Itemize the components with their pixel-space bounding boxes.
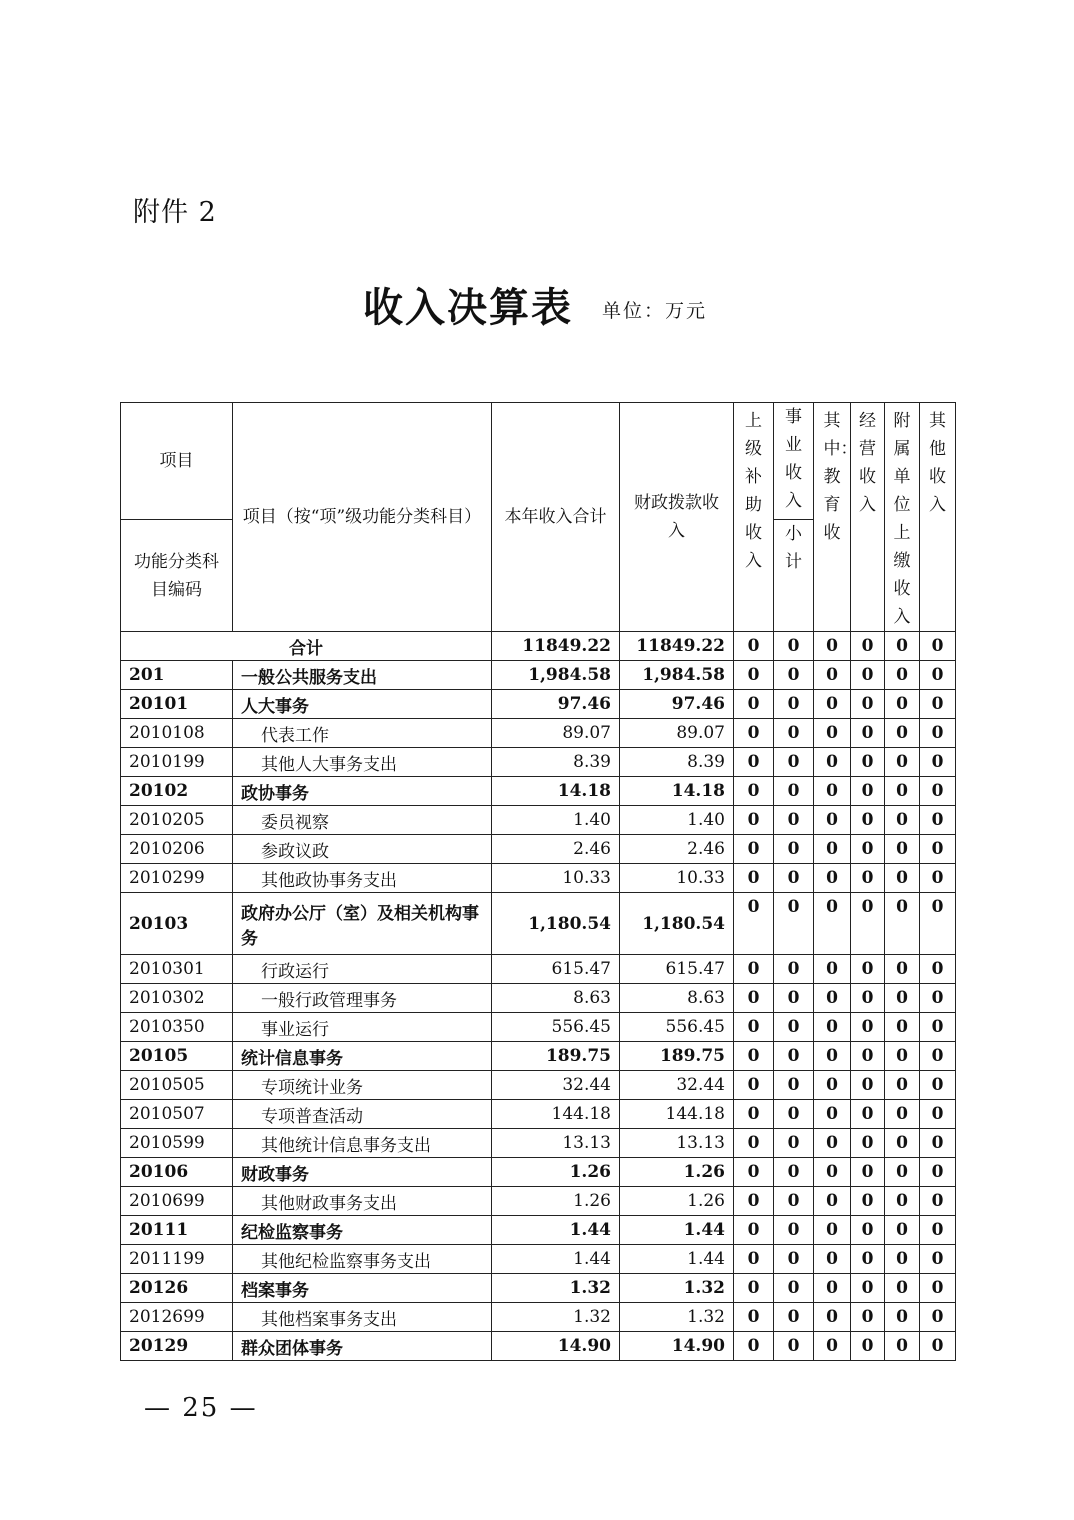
total-cell: 8.63 <box>492 984 620 1013</box>
affiliate-cell: 0 <box>885 1100 920 1129</box>
of-which-cell: 0 <box>814 1158 851 1187</box>
operating-cell: 0 <box>851 690 885 719</box>
name-cell: 其他纪检监察事务支出 <box>233 1245 492 1274</box>
affiliate-cell: 0 <box>885 1332 920 1361</box>
total-other: 0 <box>920 632 956 661</box>
name-cell: 群众团体事务 <box>233 1332 492 1361</box>
business-cell: 0 <box>774 893 814 955</box>
code-cell: 2011199 <box>121 1245 233 1274</box>
operating-cell: 0 <box>851 1274 885 1303</box>
other-cell: 0 <box>920 1274 956 1303</box>
code-cell: 20105 <box>121 1042 233 1071</box>
other-cell: 0 <box>920 1071 956 1100</box>
table-row <box>121 984 956 1013</box>
table-body <box>121 632 956 1361</box>
superior-cell: 0 <box>734 864 774 893</box>
of-which-cell: 0 <box>814 1187 851 1216</box>
affiliate-cell: 0 <box>885 893 920 955</box>
business-cell: 0 <box>774 1245 814 1274</box>
total-cell: 144.18 <box>492 1100 620 1129</box>
table-row <box>121 1100 956 1129</box>
superior-cell: 0 <box>734 806 774 835</box>
superior-cell: 0 <box>734 893 774 955</box>
superior-cell: 0 <box>734 1274 774 1303</box>
total-of-which: 0 <box>814 632 851 661</box>
of-which-cell: 0 <box>814 661 851 690</box>
superior-cell: 0 <box>734 1187 774 1216</box>
total-business: 0 <box>774 632 814 661</box>
affiliate-cell: 0 <box>885 864 920 893</box>
header-business: 事业收入 <box>774 403 814 520</box>
total-cell: 14.18 <box>492 777 620 806</box>
code-cell: 20129 <box>121 1332 233 1361</box>
business-cell: 0 <box>774 1332 814 1361</box>
name-cell: 一般行政管理事务 <box>233 984 492 1013</box>
affiliate-cell: 0 <box>885 1013 920 1042</box>
affiliate-cell: 0 <box>885 777 920 806</box>
superior-cell: 0 <box>734 1216 774 1245</box>
of-which-cell: 0 <box>814 893 851 955</box>
name-cell: 专项统计业务 <box>233 1071 492 1100</box>
other-cell: 0 <box>920 955 956 984</box>
table-header <box>121 403 956 632</box>
of-which-cell: 0 <box>814 806 851 835</box>
affiliate-cell: 0 <box>885 1158 920 1187</box>
total-cell: 1.32 <box>492 1274 620 1303</box>
total-cell: 89.07 <box>492 719 620 748</box>
other-cell: 0 <box>920 835 956 864</box>
total-cell: 189.75 <box>492 1042 620 1071</box>
name-cell: 其他档案事务支出 <box>233 1303 492 1332</box>
header-affiliate: 附属单位上缴收入 <box>885 403 920 632</box>
superior-cell: 0 <box>734 1129 774 1158</box>
other-cell: 0 <box>920 1042 956 1071</box>
of-which-cell: 0 <box>814 1071 851 1100</box>
name-cell: 人大事务 <box>233 690 492 719</box>
business-cell: 0 <box>774 1274 814 1303</box>
name-cell: 政府办公厅（室）及相关机构事务 <box>233 893 492 955</box>
operating-cell: 0 <box>851 719 885 748</box>
header-fiscal: 财政拨款收入 <box>620 403 734 632</box>
business-cell: 0 <box>774 748 814 777</box>
fiscal-cell: 1.32 <box>620 1274 734 1303</box>
page-number: — 25 — <box>144 1393 258 1423</box>
code-cell: 20102 <box>121 777 233 806</box>
table-row <box>121 1274 956 1303</box>
of-which-cell: 0 <box>814 1274 851 1303</box>
other-cell: 0 <box>920 893 956 955</box>
other-cell: 0 <box>920 1332 956 1361</box>
affiliate-cell: 0 <box>885 835 920 864</box>
name-cell: 其他政协事务支出 <box>233 864 492 893</box>
fiscal-cell: 144.18 <box>620 1100 734 1129</box>
affiliate-cell: 0 <box>885 1042 920 1071</box>
header-total: 本年收入合计 <box>492 403 620 632</box>
code-cell: 2010199 <box>121 748 233 777</box>
business-cell: 0 <box>774 1187 814 1216</box>
operating-cell: 0 <box>851 1071 885 1100</box>
of-which-cell: 0 <box>814 1245 851 1274</box>
total-cell: 1.26 <box>492 1158 620 1187</box>
other-cell: 0 <box>920 1013 956 1042</box>
of-which-cell: 0 <box>814 955 851 984</box>
operating-cell: 0 <box>851 955 885 984</box>
header-code: 功能分类科目编码 <box>121 520 233 632</box>
name-cell: 参政议政 <box>233 835 492 864</box>
fiscal-cell: 14.90 <box>620 1332 734 1361</box>
page-title: 收入决算表 <box>363 284 573 331</box>
header-superior: 上级补助收入 <box>734 403 774 632</box>
name-cell: 其他统计信息事务支出 <box>233 1129 492 1158</box>
of-which-cell: 0 <box>814 1013 851 1042</box>
table-row <box>121 1042 956 1071</box>
fiscal-cell: 1.44 <box>620 1245 734 1274</box>
of-which-cell: 0 <box>814 835 851 864</box>
business-cell: 0 <box>774 984 814 1013</box>
business-cell: 0 <box>774 661 814 690</box>
operating-cell: 0 <box>851 1245 885 1274</box>
table-row <box>121 777 956 806</box>
other-cell: 0 <box>920 719 956 748</box>
total-cell: 13.13 <box>492 1129 620 1158</box>
fiscal-cell: 1.40 <box>620 806 734 835</box>
affiliate-cell: 0 <box>885 955 920 984</box>
affiliate-cell: 0 <box>885 1216 920 1245</box>
superior-cell: 0 <box>734 835 774 864</box>
other-cell: 0 <box>920 777 956 806</box>
code-cell: 20126 <box>121 1274 233 1303</box>
operating-cell: 0 <box>851 1042 885 1071</box>
table-row <box>121 748 956 777</box>
other-cell: 0 <box>920 661 956 690</box>
superior-cell: 0 <box>734 1245 774 1274</box>
business-cell: 0 <box>774 1303 814 1332</box>
fiscal-cell: 189.75 <box>620 1042 734 1071</box>
income-table <box>120 402 956 1361</box>
code-cell: 2010302 <box>121 984 233 1013</box>
code-cell: 2010505 <box>121 1071 233 1100</box>
title-row <box>0 276 1074 336</box>
total-cell: 556.45 <box>492 1013 620 1042</box>
business-cell: 0 <box>774 1216 814 1245</box>
superior-cell: 0 <box>734 1303 774 1332</box>
superior-cell: 0 <box>734 1042 774 1071</box>
code-cell: 2010205 <box>121 806 233 835</box>
other-cell: 0 <box>920 690 956 719</box>
fiscal-cell: 1.26 <box>620 1187 734 1216</box>
of-which-cell: 0 <box>814 1303 851 1332</box>
fiscal-cell: 10.33 <box>620 864 734 893</box>
operating-cell: 0 <box>851 1129 885 1158</box>
superior-cell: 0 <box>734 984 774 1013</box>
superior-cell: 0 <box>734 777 774 806</box>
of-which-cell: 0 <box>814 690 851 719</box>
affiliate-cell: 0 <box>885 1129 920 1158</box>
operating-cell: 0 <box>851 1187 885 1216</box>
name-cell: 委员视察 <box>233 806 492 835</box>
header-of-which: 其中：教育收 <box>814 403 851 632</box>
total-superior: 0 <box>734 632 774 661</box>
code-cell: 2010299 <box>121 864 233 893</box>
operating-cell: 0 <box>851 1332 885 1361</box>
of-which-cell: 0 <box>814 719 851 748</box>
operating-cell: 0 <box>851 864 885 893</box>
header-business-subtotal: 小计 <box>774 520 814 632</box>
other-cell: 0 <box>920 806 956 835</box>
name-cell: 纪检监察事务 <box>233 1216 492 1245</box>
fiscal-cell: 1,984.58 <box>620 661 734 690</box>
other-cell: 0 <box>920 1100 956 1129</box>
code-cell: 2010108 <box>121 719 233 748</box>
business-cell: 0 <box>774 1158 814 1187</box>
operating-cell: 0 <box>851 1013 885 1042</box>
of-which-cell: 0 <box>814 1216 851 1245</box>
affiliate-cell: 0 <box>885 748 920 777</box>
superior-cell: 0 <box>734 661 774 690</box>
table-row <box>121 1013 956 1042</box>
fiscal-cell: 2.46 <box>620 835 734 864</box>
code-cell: 20101 <box>121 690 233 719</box>
total-cell: 97.46 <box>492 690 620 719</box>
superior-cell: 0 <box>734 690 774 719</box>
code-cell: 20111 <box>121 1216 233 1245</box>
name-cell: 一般公共服务支出 <box>233 661 492 690</box>
affiliate-cell: 0 <box>885 1274 920 1303</box>
name-cell: 其他财政事务支出 <box>233 1187 492 1216</box>
fiscal-cell: 1.26 <box>620 1158 734 1187</box>
name-cell: 政协事务 <box>233 777 492 806</box>
operating-cell: 0 <box>851 748 885 777</box>
table-row <box>121 835 956 864</box>
name-cell: 其他人大事务支出 <box>233 748 492 777</box>
table-row <box>121 1129 956 1158</box>
other-cell: 0 <box>920 1216 956 1245</box>
business-cell: 0 <box>774 1100 814 1129</box>
affiliate-cell: 0 <box>885 1187 920 1216</box>
other-cell: 0 <box>920 748 956 777</box>
fiscal-cell: 13.13 <box>620 1129 734 1158</box>
code-cell: 2012699 <box>121 1303 233 1332</box>
table-row <box>121 661 956 690</box>
of-which-cell: 0 <box>814 1100 851 1129</box>
total-cell: 1.26 <box>492 1187 620 1216</box>
code-cell: 2010350 <box>121 1013 233 1042</box>
total-cell: 1,984.58 <box>492 661 620 690</box>
affiliate-cell: 0 <box>885 1245 920 1274</box>
table-row <box>121 893 956 955</box>
total-cell: 1.44 <box>492 1245 620 1274</box>
fiscal-cell: 8.63 <box>620 984 734 1013</box>
superior-cell: 0 <box>734 1158 774 1187</box>
total-row <box>121 632 956 661</box>
name-cell: 代表工作 <box>233 719 492 748</box>
business-cell: 0 <box>774 955 814 984</box>
unit-label: 单位：万元 <box>602 300 708 322</box>
business-cell: 0 <box>774 806 814 835</box>
total-cell: 615.47 <box>492 955 620 984</box>
business-cell: 0 <box>774 1042 814 1071</box>
operating-cell: 0 <box>851 1216 885 1245</box>
affiliate-cell: 0 <box>885 719 920 748</box>
name-cell: 档案事务 <box>233 1274 492 1303</box>
name-cell: 统计信息事务 <box>233 1042 492 1071</box>
superior-cell: 0 <box>734 719 774 748</box>
total-label: 合计 <box>121 632 492 661</box>
table-row <box>121 1158 956 1187</box>
name-cell: 财政事务 <box>233 1158 492 1187</box>
table-row <box>121 1071 956 1100</box>
code-cell: 20103 <box>121 893 233 955</box>
table-row <box>121 719 956 748</box>
business-cell: 0 <box>774 690 814 719</box>
superior-cell: 0 <box>734 1013 774 1042</box>
total-operating: 0 <box>851 632 885 661</box>
business-cell: 0 <box>774 1071 814 1100</box>
of-which-cell: 0 <box>814 748 851 777</box>
total-fiscal: 11849.22 <box>620 632 734 661</box>
business-cell: 0 <box>774 864 814 893</box>
total-cell: 1,180.54 <box>492 893 620 955</box>
other-cell: 0 <box>920 864 956 893</box>
of-which-cell: 0 <box>814 864 851 893</box>
business-cell: 0 <box>774 1013 814 1042</box>
code-cell: 2010599 <box>121 1129 233 1158</box>
other-cell: 0 <box>920 1129 956 1158</box>
of-which-cell: 0 <box>814 1332 851 1361</box>
code-cell: 2010507 <box>121 1100 233 1129</box>
table-row <box>121 864 956 893</box>
superior-cell: 0 <box>734 1071 774 1100</box>
total-cell: 2.46 <box>492 835 620 864</box>
other-cell: 0 <box>920 984 956 1013</box>
operating-cell: 0 <box>851 806 885 835</box>
fiscal-cell: 556.45 <box>620 1013 734 1042</box>
superior-cell: 0 <box>734 748 774 777</box>
affiliate-cell: 0 <box>885 1071 920 1100</box>
operating-cell: 0 <box>851 1100 885 1129</box>
of-which-cell: 0 <box>814 1042 851 1071</box>
code-cell: 2010206 <box>121 835 233 864</box>
header-other: 其他收入 <box>920 403 956 632</box>
table-row <box>121 1332 956 1361</box>
total-amount: 11849.22 <box>492 632 620 661</box>
operating-cell: 0 <box>851 984 885 1013</box>
affiliate-cell: 0 <box>885 984 920 1013</box>
table-row <box>121 1245 956 1274</box>
table-row <box>121 1303 956 1332</box>
table-row <box>121 955 956 984</box>
fiscal-cell: 615.47 <box>620 955 734 984</box>
table-row <box>121 690 956 719</box>
affiliate-cell: 0 <box>885 690 920 719</box>
fiscal-cell: 32.44 <box>620 1071 734 1100</box>
superior-cell: 0 <box>734 1332 774 1361</box>
table-row <box>121 1187 956 1216</box>
fiscal-cell: 14.18 <box>620 777 734 806</box>
business-cell: 0 <box>774 777 814 806</box>
other-cell: 0 <box>920 1303 956 1332</box>
total-cell: 32.44 <box>492 1071 620 1100</box>
total-cell: 10.33 <box>492 864 620 893</box>
code-cell: 2010301 <box>121 955 233 984</box>
superior-cell: 0 <box>734 955 774 984</box>
operating-cell: 0 <box>851 661 885 690</box>
of-which-cell: 0 <box>814 1129 851 1158</box>
code-cell: 20106 <box>121 1158 233 1187</box>
other-cell: 0 <box>920 1245 956 1274</box>
operating-cell: 0 <box>851 893 885 955</box>
fiscal-cell: 89.07 <box>620 719 734 748</box>
name-cell: 行政运行 <box>233 955 492 984</box>
superior-cell: 0 <box>734 1100 774 1129</box>
of-which-cell: 0 <box>814 984 851 1013</box>
fiscal-cell: 97.46 <box>620 690 734 719</box>
fiscal-cell: 1.32 <box>620 1303 734 1332</box>
name-cell: 事业运行 <box>233 1013 492 1042</box>
of-which-cell: 0 <box>814 777 851 806</box>
code-cell: 2010699 <box>121 1187 233 1216</box>
attachment-label: 附件 2 <box>133 197 217 228</box>
table-row <box>121 806 956 835</box>
header-operating: 经营收入 <box>851 403 885 632</box>
total-cell: 8.39 <box>492 748 620 777</box>
other-cell: 0 <box>920 1187 956 1216</box>
total-cell: 1.44 <box>492 1216 620 1245</box>
total-cell: 14.90 <box>492 1332 620 1361</box>
fiscal-cell: 1,180.54 <box>620 893 734 955</box>
fiscal-cell: 1.44 <box>620 1216 734 1245</box>
fiscal-cell: 8.39 <box>620 748 734 777</box>
operating-cell: 0 <box>851 835 885 864</box>
business-cell: 0 <box>774 1129 814 1158</box>
affiliate-cell: 0 <box>885 806 920 835</box>
affiliate-cell: 0 <box>885 1303 920 1332</box>
header-item: 项目 <box>121 403 233 520</box>
code-cell: 201 <box>121 661 233 690</box>
name-cell: 专项普查活动 <box>233 1100 492 1129</box>
total-affiliate: 0 <box>885 632 920 661</box>
operating-cell: 0 <box>851 1303 885 1332</box>
total-cell: 1.32 <box>492 1303 620 1332</box>
total-cell: 1.40 <box>492 806 620 835</box>
business-cell: 0 <box>774 835 814 864</box>
business-cell: 0 <box>774 719 814 748</box>
operating-cell: 0 <box>851 1158 885 1187</box>
table-row <box>121 1216 956 1245</box>
header-item-name: 项目（按“项”级功能分类科目） <box>233 403 492 632</box>
other-cell: 0 <box>920 1158 956 1187</box>
affiliate-cell: 0 <box>885 661 920 690</box>
operating-cell: 0 <box>851 777 885 806</box>
